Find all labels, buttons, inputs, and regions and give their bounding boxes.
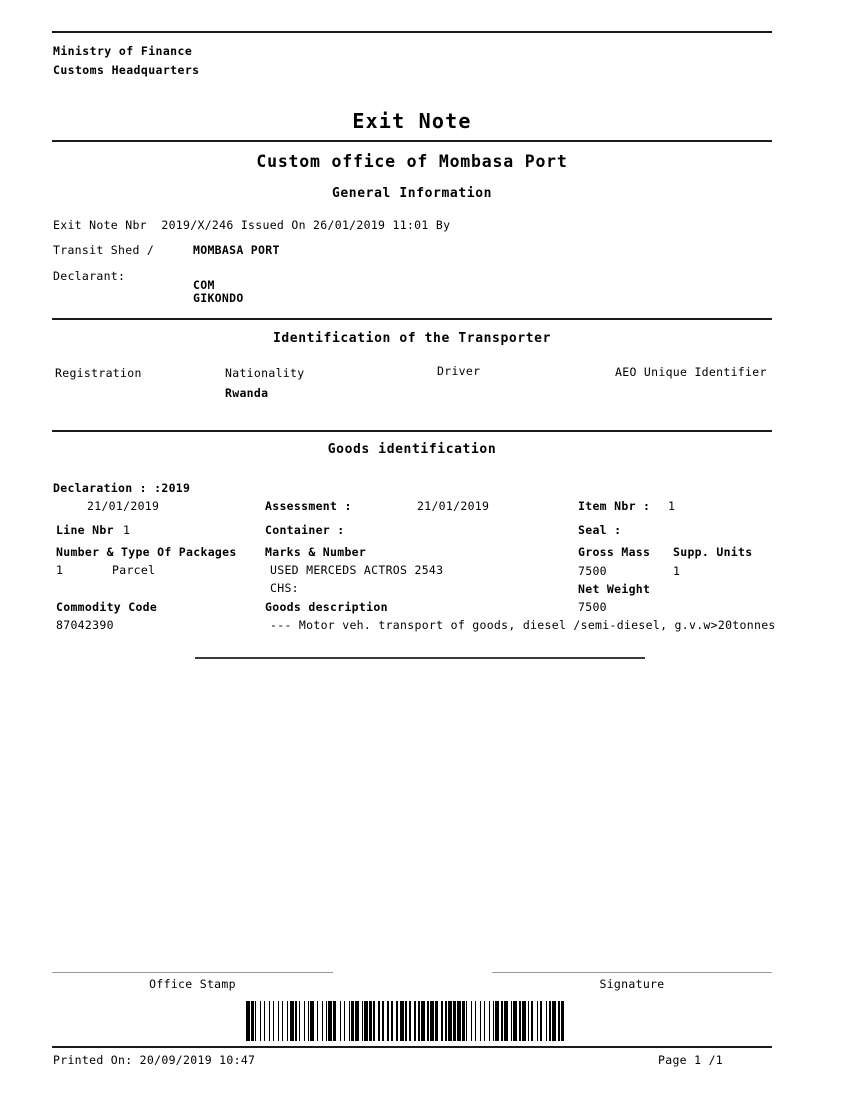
net-weight-label: Net Weight — [578, 582, 651, 596]
signature-label: Signature — [599, 977, 665, 991]
organization-department: Customs Headquarters — [53, 63, 200, 77]
aeo-identifier-label: AEO Unique Identifier — [615, 365, 767, 379]
gross-mass-label: Gross Mass — [578, 545, 651, 559]
packages-count: 1 — [56, 563, 64, 577]
item-nbr-value: 1 — [668, 499, 676, 513]
gross-mass-value: 7500 — [578, 564, 607, 578]
commodity-code-label: Commodity Code — [56, 600, 158, 614]
page-number-label: Page 1 /1 — [658, 1053, 724, 1067]
signature-rule — [492, 972, 772, 973]
exit-note-number-line: Exit Note Nbr 2019/X/246 Issued On 26/01/2019 11:01 By — [53, 218, 451, 232]
driver-label: Driver — [437, 364, 481, 378]
printed-on-label: Printed On: 20/09/2019 10:47 — [53, 1053, 256, 1067]
transporter-divider — [52, 430, 772, 432]
footer-divider — [52, 1046, 772, 1048]
general-information-heading: General Information — [331, 186, 493, 201]
office-stamp-rule — [52, 972, 333, 973]
transit-shed-value: MOMBASA PORT — [193, 243, 280, 257]
declarant-name: COM — [193, 278, 215, 292]
page-title: Exit Note — [352, 109, 472, 133]
packages-label: Number & Type Of Packages — [56, 545, 237, 559]
packages-type: Parcel — [112, 563, 156, 577]
transit-shed-label: Transit Shed / — [53, 243, 155, 257]
assessment-label: Assessment : — [265, 499, 352, 513]
top-divider — [52, 31, 772, 33]
declarant-label: Declarant: — [53, 269, 126, 283]
seal-label: Seal : — [578, 523, 622, 537]
goods-description-value: --- Motor veh. transport of goods, diesel /semi-diesel, g.v.w>20tonnes — [270, 618, 776, 632]
container-label: Container : — [265, 523, 345, 537]
office-stamp-label: Office Stamp — [149, 977, 236, 991]
supp-units-label: Supp. Units — [673, 545, 753, 559]
net-weight-value: 7500 — [578, 600, 607, 614]
nationality-label: Nationality — [225, 366, 305, 380]
supp-units-value: 1 — [673, 564, 681, 578]
barcode — [246, 1001, 565, 1041]
marks-number-line-1: USED MERCEDS ACTROS 2543 — [270, 563, 444, 577]
goods-divider — [195, 657, 645, 659]
commodity-code-value: 87042390 — [56, 618, 114, 632]
organization-name: Ministry of Finance — [53, 44, 193, 58]
title-divider — [52, 140, 772, 142]
declaration-date: 21/01/2019 — [87, 499, 160, 513]
line-nbr-label: Line Nbr — [56, 523, 114, 537]
assessment-date: 21/01/2019 — [417, 499, 490, 513]
goods-identification-heading: Goods identification — [327, 442, 497, 457]
goods-description-label: Goods description — [265, 600, 388, 614]
transporter-heading: Identification of the Transporter — [272, 331, 552, 346]
declaration-label: Declaration : :2019 — [53, 481, 191, 495]
registration-label: Registration — [55, 366, 142, 380]
customs-office-title: Custom office of Mombasa Port — [256, 152, 568, 171]
marks-number-label: Marks & Number — [265, 545, 367, 559]
line-nbr-value: 1 — [123, 523, 131, 537]
item-nbr-label: Item Nbr : — [578, 499, 651, 513]
nationality-value: Rwanda — [225, 386, 269, 400]
general-information-divider — [52, 318, 772, 320]
declarant-address: GIKONDO — [193, 291, 244, 305]
marks-number-line-2: CHS: — [270, 581, 299, 595]
